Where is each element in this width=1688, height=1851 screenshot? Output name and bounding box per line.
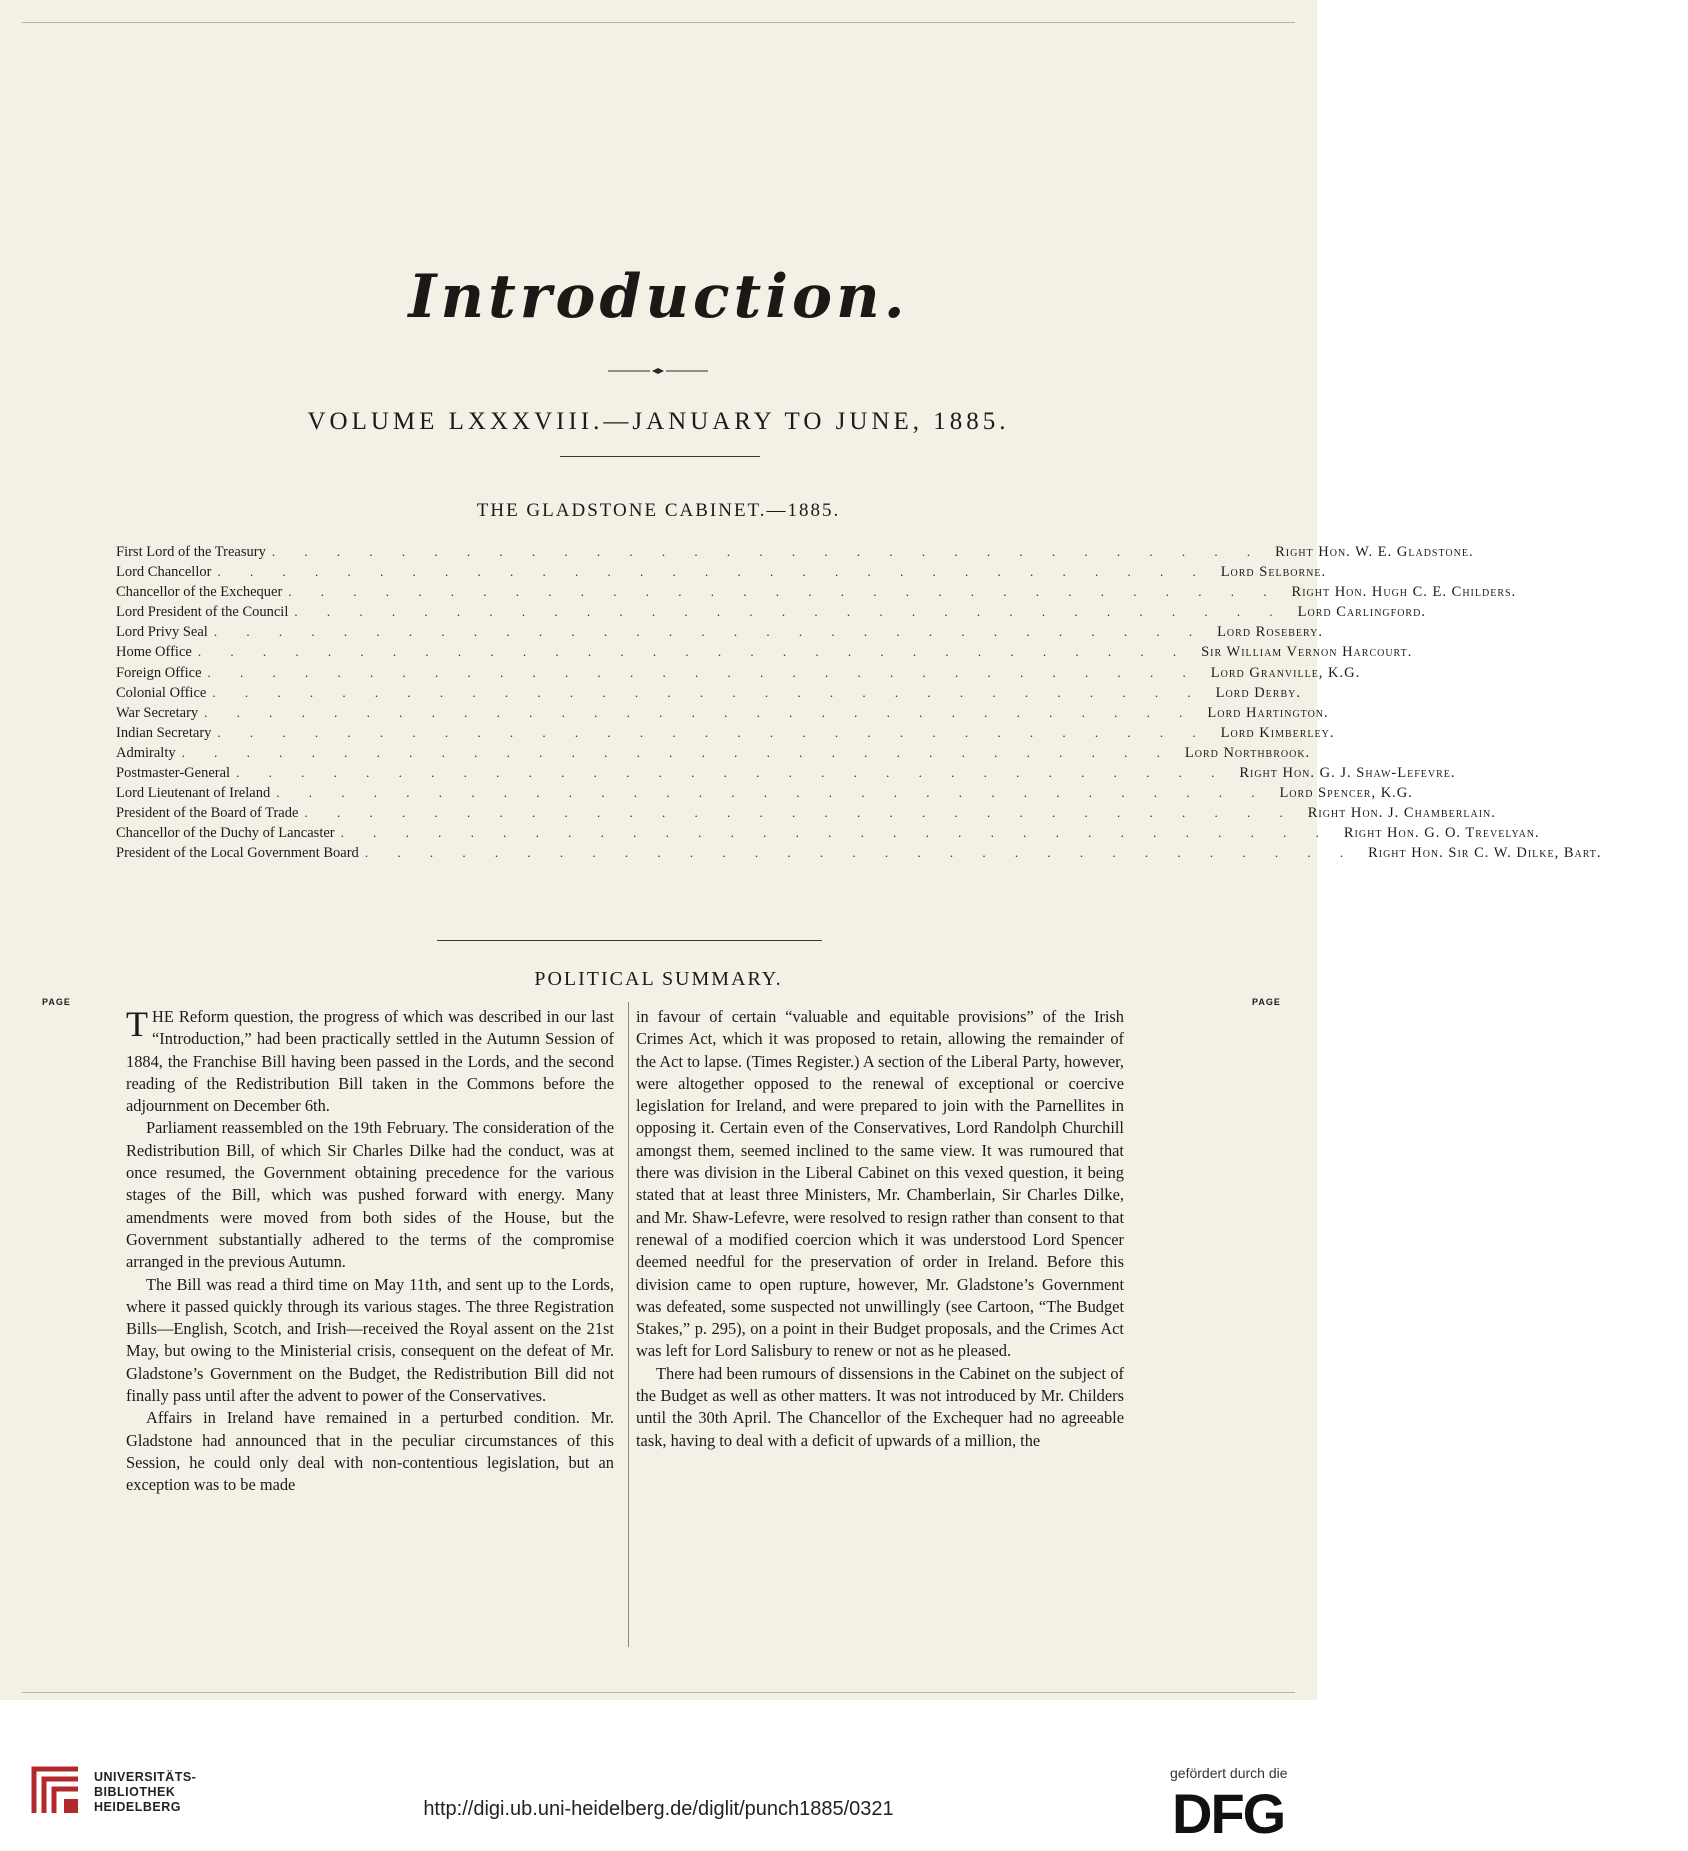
dfg-logo: DFG <box>1172 1782 1285 1845</box>
cabinet-office: Lord President of the Council <box>116 604 289 621</box>
title-ornament <box>608 366 708 376</box>
cabinet-row <box>116 683 1301 703</box>
cabinet-row <box>116 703 1329 723</box>
cabinet-holder: Right Hon. G. J. Shaw-Lefevre. <box>1239 765 1456 782</box>
leader-dots: . . . . . . . . . . . . . . . . . . . . . . . . . . . . . . . <box>294 604 1286 620</box>
cabinet-office: Lord Chancellor <box>116 564 212 581</box>
cabinet-row <box>116 723 1335 743</box>
paragraph: Parliament reassembled on the 19th February. The consideration of the Redistribution Bill, of which Sir Charles Dilke had the conduct, was at once resumed, the Government obtaining precedence for the various stages of the Bill, which was pushed forward with energy. Many amendments were moved from both sides of the House, but the Government substantially adhered to the terms of the compromise arranged in the previous Autumn. <box>126 1118 614 1272</box>
volume-line: VOLUME LXXXVIII.—JANUARY TO JUNE, 1885. <box>307 408 1010 435</box>
cabinet-holder: Lord Selborne. <box>1220 564 1327 581</box>
leader-dots: . . . . . . . . . . . . . . . . . . . . . . . . . . . . . . . <box>304 805 1296 821</box>
cabinet-holder: Lord Kimberley. <box>1220 724 1335 741</box>
cabinet-row <box>116 803 1496 823</box>
cabinet-list <box>116 542 1602 864</box>
cabinet-row <box>116 843 1602 863</box>
cabinet-row <box>116 582 1517 602</box>
paragraph <box>126 1006 614 1117</box>
leader-dots: . . . . . . . . . . . . . . . . . . . . . . . . . . . . . . . <box>217 564 1209 580</box>
cabinet-row <box>116 602 1426 622</box>
summary-heading: POLITICAL SUMMARY. <box>534 968 783 990</box>
leader-dots: . . . . . . . . . . . . . . . . . . . . . . . . . . . . . . . <box>340 825 1332 841</box>
drop-cap: T <box>126 1004 148 1044</box>
paragraph: The Bill was read a third time on May 11th, and sent up to the Lords, where it passed quickly through its various stages. The three Registration Bills—English, Scotch, and Irish—received the Royal assent on the 21st May, but owing to the Ministerial crisis, consequent on the defeat of Mr. Gladstone’s Government on the Budget, the Redistribution Bill did not finally pass until after the advent to power of the Conservatives. <box>126 1274 614 1406</box>
leader-dots: . . . . . . . . . . . . . . . . . . . . . . . . . . . . . . . <box>213 624 1206 640</box>
cabinet-holder: Right Hon. J. Chamberlain. <box>1307 805 1496 822</box>
leader-dots: . . . . . . . . . . . . . . . . . . . . . . . . . . . . . . . <box>236 765 1228 781</box>
column-divider <box>628 1002 629 1647</box>
cabinet-office: Lord Lieutenant of Ireland <box>116 785 271 802</box>
cabinet-office: Colonial Office <box>116 684 207 701</box>
cabinet-holder: Lord Spencer, K.G. <box>1279 785 1413 802</box>
cabinet-office: Chancellor of the Exchequer <box>116 584 283 601</box>
library-line-1: UNIVERSITÄTS- <box>94 1770 197 1784</box>
cabinet-heading: THE GLADSTONE CABINET.—1885. <box>476 500 841 521</box>
paragraph: Affairs in Ireland have remained in a perturbed condition. Mr. Gladstone had announced that in the peculiar circumstances of this Session, he could only deal with non-contentious legislation, but an exception was to be made <box>126 1408 614 1495</box>
cabinet-holder: Right Hon. W. E. Gladstone. <box>1275 544 1474 560</box>
bottom-border-line <box>22 1692 1295 1693</box>
cabinet-holder: Right Hon. Hugh C. E. Childers. <box>1291 584 1517 601</box>
cabinet-office: Indian Secretary <box>116 724 212 741</box>
cabinet-holder: Right Hon. G. O. Trevelyan. <box>1343 825 1540 842</box>
cabinet-row <box>116 763 1456 783</box>
paragraph: There had been rumours of dissensions in the Cabinet on the subject of the Budget as well as other matters. It was not introduced by Mr. Childers until the 30th April. The Chancellor of the Exchequer had no agreeable task, having to deal with a deficit of upwards of a million, the <box>636 1363 1124 1450</box>
left-column <box>126 1006 614 1497</box>
cabinet-holder: Lord Hartington. <box>1207 704 1329 721</box>
cabinet-row <box>116 823 1540 843</box>
leader-dots: . . . . . . . . . . . . . . . . . . . . . . . . . . . . . . . <box>364 845 1357 861</box>
cabinet-holder: Sir William Vernon Harcourt. <box>1201 644 1413 661</box>
cabinet-row <box>116 743 1311 763</box>
cabinet-row <box>116 542 1474 562</box>
page-title: Introduction. <box>408 262 909 332</box>
cabinet-holder: Lord Granville, K.G. <box>1210 664 1361 681</box>
leader-dots: . . . . . . . . . . . . . . . . . . . . . . . . . . . . . . . <box>197 644 1190 660</box>
page-label-right: PAGE <box>1252 997 1281 1007</box>
leader-dots: . . . . . . . . . . . . . . . . . . . . . . . . . . . . . . . <box>217 724 1209 740</box>
volume-rule <box>560 456 760 457</box>
library-line-3: HEIDELBERG <box>94 1800 181 1814</box>
cabinet-office: War Secretary <box>116 704 199 721</box>
cabinet-row <box>116 642 1413 662</box>
cabinet-office: President of the Board of Trade <box>116 805 299 822</box>
library-line-2: BIBLIOTHEK <box>94 1785 176 1799</box>
cabinet-holder: Lord Derby. <box>1215 684 1301 701</box>
funding-label: gefördert durch die <box>1170 1765 1288 1781</box>
cabinet-holder: Lord Northbrook. <box>1184 744 1311 761</box>
top-border-line <box>22 22 1295 23</box>
cabinet-row <box>116 783 1413 803</box>
cabinet-office: Chancellor of the Duchy of Lancaster <box>116 825 335 842</box>
paragraph: in favour of certain “valuable and equitable provisions” of the Irish Crimes Act, which it was proposed to retain, allowing the remainder of the Act to lapse. (Times Register.) A section of the Liberal Party, however, were altogether opposed to the renewal of exceptional or coercive legislation for Ireland, and were prepared to join with the Parnellites in opposing it. Certain even of the Conservatives, Lord Randolph Churchill amongst them, seemed inclined to the same view. It was rumoured that there was division in the Liberal Cabinet on this vexed question, it being stated that at least three Ministers, Mr. Chamberlain, Sir Charles Dilke, and Mr. Shaw-Lefevre, were resolved to resign rather than consent to that renewal of a modified coercion which it was understood Lord Spencer deemed needful for the preservation of order in Ireland. Before this division came to open rupture, however, Mr. Gladstone’s Government was defeated, some suspected not unwillingly (see Cartoon, “The Budget Stakes,” p. 295), on a point in their Budget proposals, and the Crimes Act was left for Lord Salisbury to renew or not as he pleased. <box>636 1007 1124 1361</box>
cabinet-holder: Lord Rosebery. <box>1217 624 1323 641</box>
leader-dots: . . . . . . . . . . . . . . . . . . . . . . . . . . . . . . . <box>288 584 1280 600</box>
cabinet-office: Postmaster-General <box>116 765 231 782</box>
cabinet-holder: Right Hon. Sir C. W. Dilke, Bart. <box>1368 845 1602 862</box>
leader-dots: . . . . . . . . . . . . . . . . . . . . . . . . . . . . . . . <box>207 664 1199 680</box>
leader-dots: . . . . . . . . . . . . . . . . . . . . . . . . . . . . . . . <box>276 785 1268 801</box>
cabinet-office: Home Office <box>116 644 192 661</box>
paragraph-text: HE Reform question, the progress of which was described in our last “Introduction,” had been practically settled in the Autumn Session of 1884, the Franchise Bill having been passed in the Lords, and the second reading of the Redistribution Bill taken in the Commons before the adjournment on December 6th. <box>126 1007 614 1116</box>
cabinet-office: President of the Local Government Board <box>116 845 359 862</box>
cabinet-row <box>116 562 1327 582</box>
right-column <box>636 1006 1124 1452</box>
cabinet-holder: Lord Carlingford. <box>1297 604 1426 621</box>
source-url-link[interactable]: http://digi.ub.uni-heidelberg.de/diglit/punch1885/0321 <box>423 1798 894 1820</box>
leader-dots: . . . . . . . . . . . . . . . . . . . . . . . . . . . . . . . <box>204 704 1196 720</box>
cabinet-office: Foreign Office <box>116 664 202 681</box>
leader-dots: . . . . . . . . . . . . . . . . . . . . . . . . . . . . . . . <box>212 684 1204 700</box>
page-label-left: PAGE <box>42 997 71 1007</box>
leader-dots: . . . . . . . . . . . . . . . . . . . . . . . . . . . . . . . <box>181 744 1173 760</box>
leader-dots: . . . . . . . . . . . . . . . . . . . . . . . . . . . . . . . <box>271 544 1264 559</box>
cabinet-rule <box>437 940 822 941</box>
cabinet-office: Lord Privy Seal <box>116 624 208 641</box>
cabinet-office: Admiralty <box>116 744 176 761</box>
cabinet-office: First Lord of the Treasury <box>116 544 266 560</box>
cabinet-row <box>116 663 1361 683</box>
cabinet-row <box>116 622 1323 642</box>
